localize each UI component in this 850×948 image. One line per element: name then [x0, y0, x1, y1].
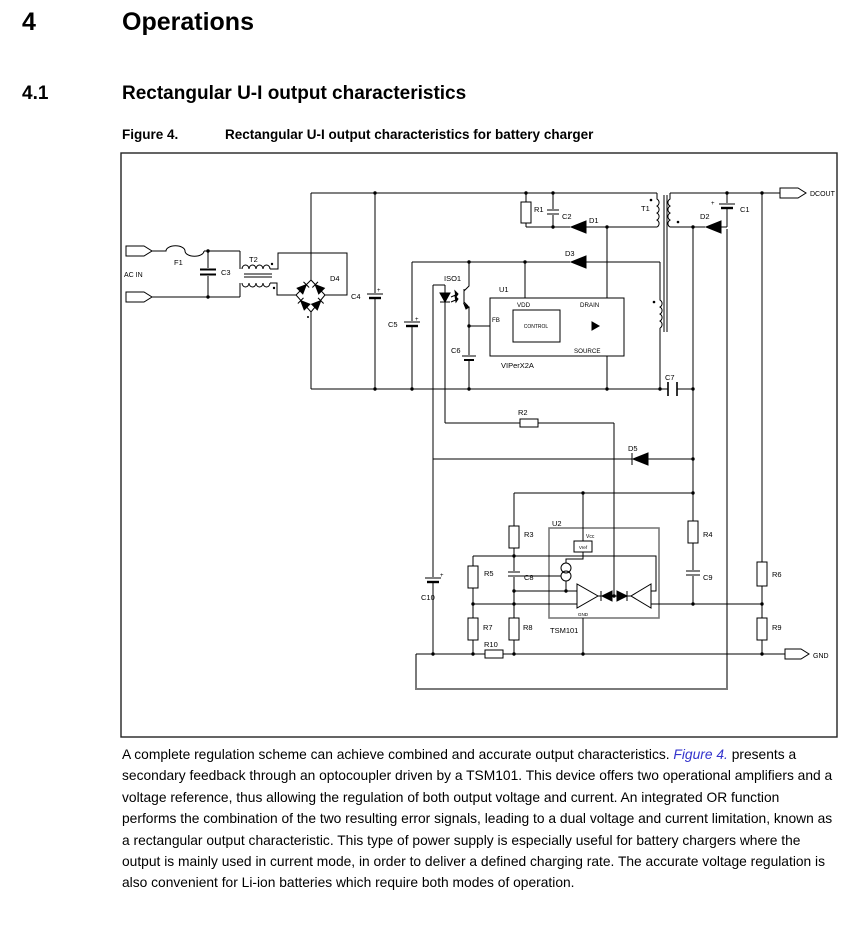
section-number: 4: [22, 8, 36, 36]
resistor-r6: [757, 562, 767, 586]
iso1-led: [440, 293, 450, 302]
label-ac-in: AC IN: [124, 272, 143, 279]
photon-arrow-2: [455, 296, 458, 302]
label-r4: R4: [703, 530, 713, 539]
label-r10: R10: [484, 640, 498, 649]
label-vref: Vref: [578, 545, 588, 550]
ac-in-connector-top: [126, 246, 152, 256]
label-c8: C8: [524, 573, 534, 582]
label-drain: DRAIN: [580, 302, 600, 309]
resistor-r2: [520, 419, 538, 427]
opamp-right: [631, 584, 651, 608]
paragraph-text-after: presents a secondary feedback through an optocoupler driven by a TSM101. This device offers two operational amplifiers and a voltage reference, thus allowing the regulation of both output voltage and current. An integrated OR function performs the combination of the two resulting error signals, leading to a dual voltage and current limitation, known as a rectangular output characteristic. This type of power supply is especially useful for battery chargers where the output is mainly used in current mode, in order to deliver a defined charging rate. The accurate voltage regulation is also convenient for Li-ion batteries which require both modes of operation.: [122, 747, 833, 891]
label-c9: C9: [703, 573, 713, 582]
label-d2: D2: [700, 212, 710, 221]
label-fb: FB: [492, 317, 500, 324]
figure-4-schematic: [120, 152, 838, 738]
label-r2: R2: [518, 408, 528, 417]
label-c2: C2: [562, 212, 572, 221]
label-gnd: GND: [813, 653, 829, 660]
diode-d5: [633, 453, 648, 465]
ac-in-connector-bottom: [126, 292, 152, 302]
bridge-diode-se: [312, 298, 324, 310]
label-d4: D4: [330, 274, 340, 283]
label-r3: R3: [524, 530, 534, 539]
label-viperx2a: VIPerX2A: [501, 361, 534, 370]
subsection-title: Rectangular U-I output characteristics: [122, 83, 467, 104]
label-d1: D1: [589, 216, 599, 225]
label-c5: C5: [388, 320, 398, 329]
section-title: Operations: [122, 8, 254, 36]
body-paragraph: [122, 744, 834, 894]
label-t2: T2: [249, 255, 258, 264]
resistor-r9: [757, 618, 767, 640]
or-diode-right: [617, 591, 627, 601]
paragraph-text-before: A complete regulation scheme can achieve combined and accurate output characteristics.: [122, 747, 674, 762]
plus-c5: +: [415, 317, 419, 323]
label-c10: C10: [421, 593, 435, 602]
label-r5: R5: [484, 569, 494, 578]
label-c1: C1: [740, 205, 750, 214]
label-r6: R6: [772, 570, 782, 579]
figure-caption: Rectangular U-I output characteristics for battery charger: [225, 127, 594, 142]
label-tsm101: TSM101: [550, 626, 579, 635]
label-u1: U1: [499, 285, 509, 294]
plus-c1: +: [711, 201, 715, 207]
label-u2: U2: [552, 519, 562, 528]
schematic-svg: [120, 152, 838, 738]
subsection-number: 4.1: [22, 83, 49, 104]
label-gnd-pin: GND: [577, 612, 589, 617]
label-c3: C3: [221, 268, 231, 277]
label-iso1: ISO1: [444, 274, 462, 283]
resistor-r10: [485, 650, 503, 658]
diode-d2: [706, 221, 721, 233]
resistor-r4: [688, 521, 698, 543]
resistor-r5: [468, 566, 478, 588]
figure-border: [121, 153, 837, 737]
label-r7: R7: [483, 623, 493, 632]
label-dcout: DCOUT: [810, 191, 835, 198]
label-vcc: Vcc: [586, 534, 595, 540]
schematic-labels: [124, 191, 836, 660]
label-d5: D5: [628, 444, 638, 453]
dcout-connector: [780, 188, 806, 198]
label-r1: R1: [534, 205, 544, 214]
label-t1: T1: [641, 204, 650, 213]
label-control: CONTROL: [523, 324, 549, 330]
label-f1: F1: [174, 258, 183, 267]
label-source: SOURCE: [574, 348, 601, 355]
label-c7: C7: [665, 373, 675, 382]
label-c6: C6: [451, 346, 461, 355]
resistor-r8: [509, 618, 519, 640]
figure-label: Figure 4.: [122, 127, 179, 142]
resistor-r1: [521, 202, 531, 223]
label-r9: R9: [772, 623, 782, 632]
label-d3: D3: [565, 249, 575, 258]
resistor-r3: [509, 526, 519, 548]
plus-c4: +: [377, 288, 381, 294]
plus-c10: +: [440, 573, 444, 579]
label-c4: C4: [351, 292, 361, 301]
figure-4-link[interactable]: Figure 4.: [673, 747, 728, 762]
label-vdd: VDD: [517, 302, 531, 309]
diode-d1: [571, 221, 586, 233]
resistor-r7: [468, 618, 478, 640]
label-r8: R8: [523, 623, 533, 632]
opamp-left: [577, 584, 598, 608]
gnd-connector: [785, 649, 809, 659]
or-diode-left: [602, 591, 612, 601]
